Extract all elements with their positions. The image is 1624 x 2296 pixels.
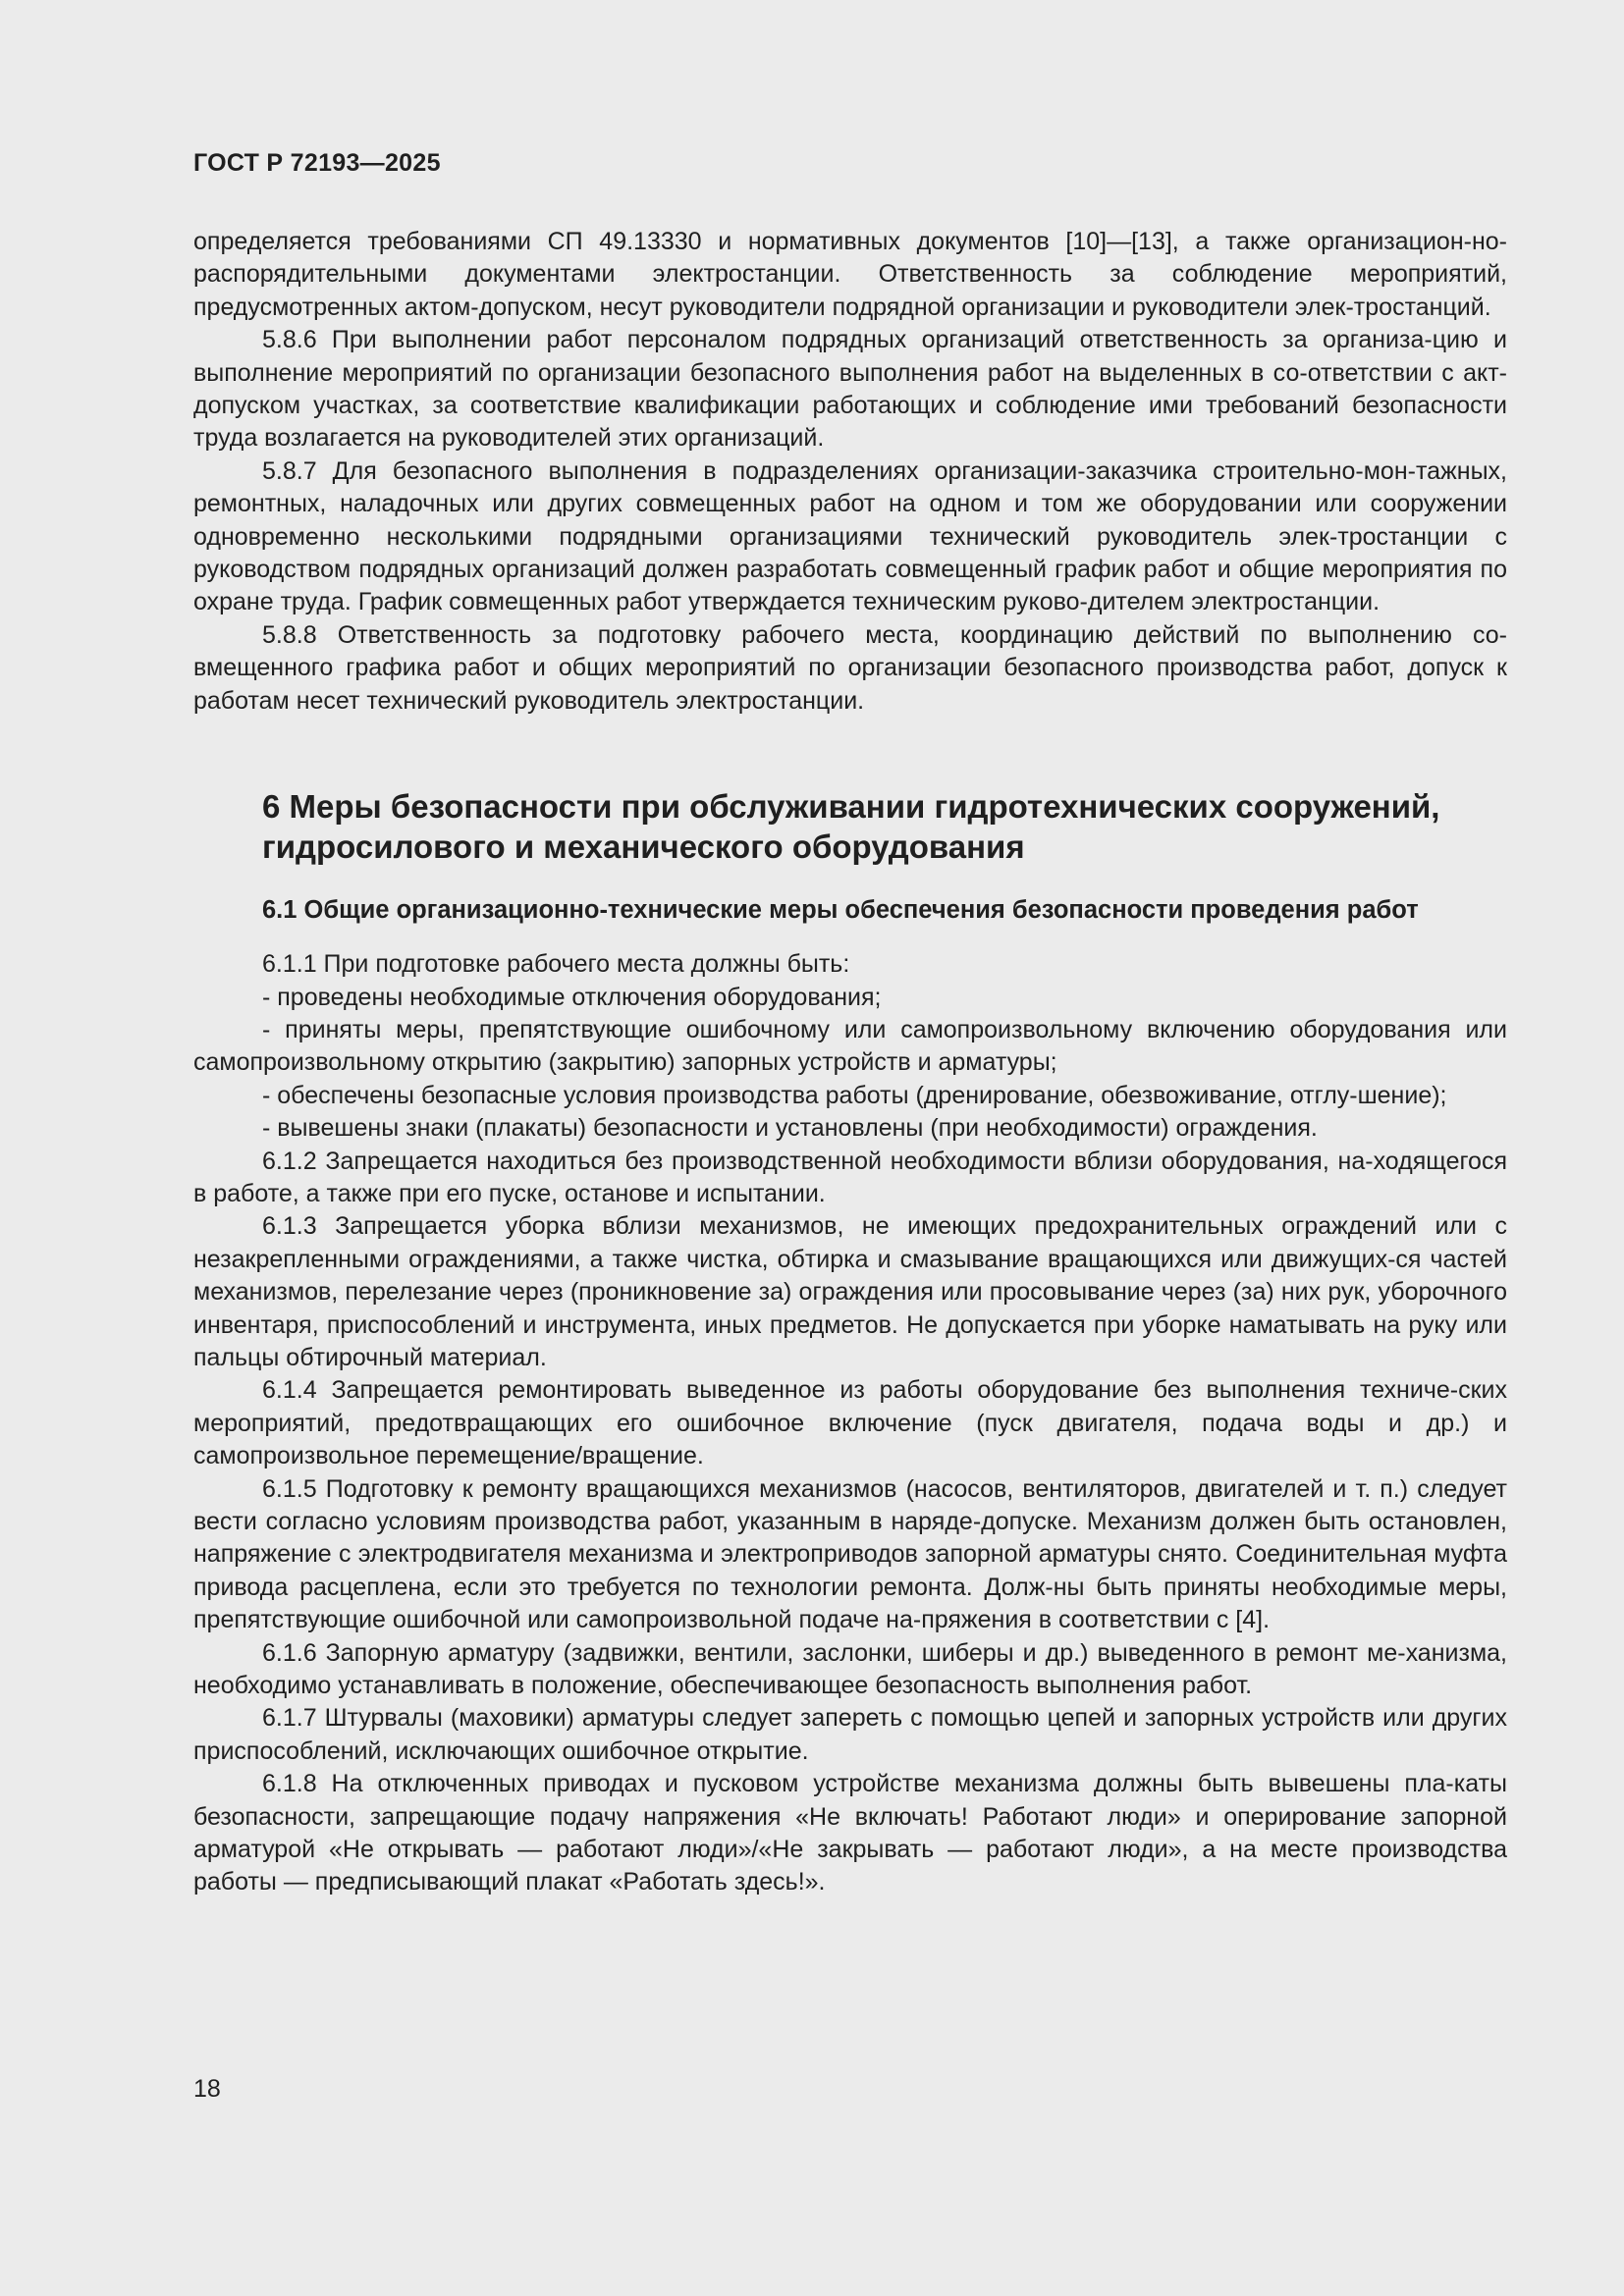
paragraphs-before-section <box>193 226 1507 718</box>
page-number: 18 <box>193 2075 221 2103</box>
paragraph: 6.1.5 Подготовку к ремонту вращающихся механизмов (насосов, вентиляторов, двигателей и т. п.) следует вести согласно условиям производства работ, указанным в наряде-допуске. Механизм должен быть остановлен, напряжение с электродвигателя механизма и электроприводов запорной арматуры снято. Соединительная муфта привода расцеплена, если это требуется по технологии ремонта. Долж-ны быть приняты необходимые меры, препятствующие ошибочной или самопроизвольной подаче на-пряжения в соответствии с [4]. <box>193 1474 1507 1634</box>
paragraph: 6.1.1 При подготовке рабочего места должны быть: <box>262 950 850 979</box>
paragraph: определяется требованиями СП 49.13330 и нормативных документов [10]—[13], а также организацион-но-распорядительными документами электростанции. Ответственность за соблюдение мероприятий, предусмотренных актом-допуском, несут руководители подрядной организации и руководители элек-тростанций. <box>193 228 1507 321</box>
document-header: ГОСТ Р 72193—2025 <box>193 149 441 177</box>
paragraph: 6.1.4 Запрещается ремонтировать выведенное из работы оборудование без выполнения техниче-ских мероприятий, предотвращающих его ошибочное включение (пуск двигателя, подача воды и др.) и самопроизвольное перемещение/вращение. <box>193 1376 1507 1470</box>
subsection-title: 6.1 Общие организационно-технические меры обеспечения безопасности проведения работ <box>262 896 1419 925</box>
paragraph: - приняты меры, препятствующие ошибочному или самопроизвольному включению оборудования или самопроизвольному открытию (закрытию) запорных устройств и арматуры; <box>193 1015 1507 1077</box>
paragraphs-after-subsection <box>193 948 1507 1899</box>
paragraph: 6.1.3 Запрещается уборка вблизи механизмов, не имеющих предохранительных ограждений или с незакрепленными ограждениями, а также чистка, обтирка и смазывание вращающихся или движущих-ся частей механизмов, перелезание через (проникновение за) ограждения или просовывание через (за) них рук, уборочного инвентаря, приспособлений и инструмента, иных предметов. Не допускается при уборке наматывать на руку или пальцы обтирочный материал. <box>193 1212 1507 1371</box>
paragraph: 5.8.8 Ответственность за подготовку рабочего места, координацию действий по выполнению со-вмещенного графика работ и общих мероприятий по организации безопасного производства работ, допуск к работам несет технический руководитель электростанции. <box>193 620 1507 715</box>
paragraph: - проведены необходимые отключения оборудования; <box>262 983 882 1011</box>
paragraph: - вывешены знаки (плакаты) безопасности и установлены (при необходимости) ограждения. <box>262 1114 1318 1143</box>
paragraph: 6.1.7 Штурвалы (маховики) арматуры следует запереть с помощью цепей и запорных устройств или других приспособлений, исключающих ошибочное открытие. <box>193 1704 1507 1765</box>
paragraph: 6.1.8 На отключенных приводах и пусковом устройстве механизма должны быть вывешены пла-каты безопасности, запрещающие подачу напряжения «Не включать! Работают люди» и оперирование запорной арматурой «Не открывать — работают люди»/«Не закрывать — работают люди», а на месте производства работы — предписывающий плакат «Работать здесь!». <box>193 1770 1507 1896</box>
paragraph: - обеспечены безопасные условия производства работы (дренирование, обезвоживание, отглу-шение); <box>262 1081 1447 1109</box>
paragraph: 5.8.6 При выполнении работ персоналом подрядных организаций ответственность за организа-цию и выполнение мероприятий по организации безопасного выполнения работ на выделенных в со-ответствии с акт-допуском участках, за соответствие квалификации работающих и соблюдение ими требований безопасности труда возлагается на руководителей этих организаций. <box>193 326 1507 453</box>
paragraph: 5.8.7 Для безопасного выполнения в подразделениях организации-заказчика строительно-мон-тажных, ремонтных, наладочных или других совмещенных работ на одном и том же оборудовании или сооружении одновременно несколькими подрядными организациями технический руководитель элек-тростанции с руководством подрядных организаций должен разработать совмещенный график работ и общие мероприятия по охране труда. График совмещенных работ утверждается техническим руково-дителем электростанции. <box>193 456 1507 616</box>
paragraph: 6.1.6 Запорную арматуру (задвижки, вентили, заслонки, шиберы и др.) выведенного в ремонт ме-ханизма, необходимо устанавливать в положение, обеспечивающее безопасность выполнения работ. <box>193 1638 1507 1700</box>
document-body <box>193 226 1507 1899</box>
paragraph: 6.1.2 Запрещается находиться без производственной необходимости вблизи оборудования, на-ходящегося в работе, а также при его пуске, останове и испытании. <box>193 1147 1507 1207</box>
section-title: 6 Меры безопасности при обслуживании гидротехнических сооружений, гидросилового и механического оборудования <box>262 788 1440 866</box>
